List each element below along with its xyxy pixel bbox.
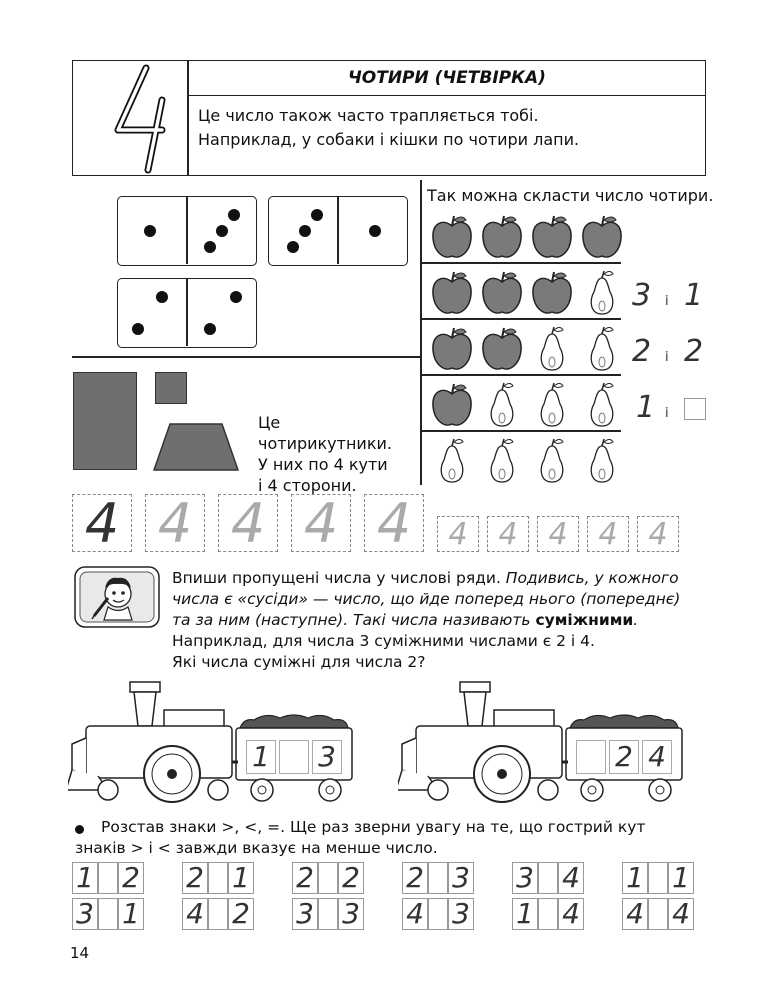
task-line-3-bold: суміжними	[535, 611, 634, 629]
apple-icon	[430, 268, 474, 318]
domino-2	[268, 196, 408, 266]
tracing-cell-large[interactable]	[364, 492, 424, 555]
compare-number: 4	[672, 897, 690, 930]
compare-sign-box[interactable]	[648, 898, 668, 930]
row3-conjunction: і	[665, 350, 669, 365]
compare-number-cell	[118, 862, 144, 894]
intro-line-2: Наприклад, у собаки і кішки по чотири лапи.	[198, 130, 580, 149]
pear-icon	[530, 436, 574, 486]
compare-instructions	[75, 817, 721, 859]
tracing-digit: 4	[84, 492, 120, 555]
compare-number-cell	[118, 898, 144, 930]
compare-number: 4	[626, 897, 644, 930]
domino-dot	[311, 209, 323, 221]
pear-icon	[580, 324, 624, 374]
compare-number-cell	[622, 862, 648, 894]
compare-number-cell	[558, 862, 584, 894]
domino-dot	[216, 225, 228, 237]
compare-number-cell	[228, 862, 254, 894]
compare-number: 1	[516, 897, 534, 930]
row4-conjunction: і	[665, 406, 669, 421]
tracing-cell-large[interactable]	[291, 492, 351, 555]
section-divider-horizontal	[72, 356, 420, 358]
tracing-digit: 4	[548, 517, 568, 552]
apple-icon	[480, 324, 524, 374]
apple-icon	[480, 212, 524, 262]
tracing-digit: 4	[598, 517, 618, 552]
train-number: 4	[648, 740, 666, 773]
task-line-2: числа є «сусіди» — число, що йде поперед нього (попереднє)	[172, 590, 681, 608]
compare-sign-box[interactable]	[428, 862, 448, 894]
compare-sign-box[interactable]	[648, 862, 668, 894]
compare-number: 4	[562, 897, 580, 930]
row2-conjunction: і	[665, 294, 669, 309]
tracing-cell-small[interactable]	[537, 516, 579, 552]
section-divider-vertical	[420, 180, 422, 485]
train-number-cell	[312, 740, 342, 774]
compare-sign-box[interactable]	[538, 862, 558, 894]
compare-sign-box[interactable]	[98, 898, 118, 930]
domino-dot	[228, 209, 240, 221]
compare-number: 3	[452, 861, 470, 894]
domino-dot	[156, 291, 168, 303]
compare-number: 2	[296, 861, 314, 894]
train-number-cell	[609, 740, 639, 774]
compare-number-cell	[448, 898, 474, 930]
task-text	[172, 568, 712, 673]
compare-number-cell	[72, 862, 98, 894]
compare-number-cell	[512, 862, 538, 894]
tracing-digit: 4	[303, 492, 339, 555]
task-line-1-plain: Впиши пропущені числа у числові ряди.	[172, 569, 506, 587]
task-line-1-italic: Подивись, у кожного	[505, 569, 679, 587]
shapes-description	[258, 412, 418, 496]
train-number: 1	[252, 740, 270, 773]
apple-icon	[430, 380, 474, 430]
domino-dot	[132, 323, 144, 335]
row2-number-a: 3	[632, 278, 652, 313]
compare-number: 3	[342, 897, 360, 930]
domino-dot	[204, 241, 216, 253]
compare-number-cell	[402, 862, 428, 894]
compare-number: 3	[452, 897, 470, 930]
pear-icon	[580, 268, 624, 318]
compare-number: 2	[122, 861, 140, 894]
pear-icon	[530, 380, 574, 430]
composition-title: Так можна скласти число чотири.	[427, 186, 714, 205]
domino-1	[117, 196, 257, 266]
tracing-cell-small[interactable]	[487, 516, 529, 552]
tracing-cell-large[interactable]	[218, 492, 278, 555]
apple-icon	[430, 212, 474, 262]
compare-number-cell	[182, 898, 208, 930]
rectangle-shape	[73, 372, 137, 470]
train-number-cell	[642, 740, 672, 774]
task-line-5: Які числа суміжні для числа 2?	[172, 653, 426, 671]
row-divider	[421, 318, 621, 320]
tracing-digit: 4	[648, 517, 668, 552]
task-line-1	[172, 568, 712, 589]
domino-dot	[287, 241, 299, 253]
compare-number-cell	[402, 898, 428, 930]
pear-icon	[430, 436, 474, 486]
compare-number-cell	[558, 898, 584, 930]
compare-sign-box[interactable]	[318, 862, 338, 894]
apple-icon	[530, 212, 574, 262]
row3-number-a: 2	[632, 334, 652, 369]
compare-sign-box[interactable]	[428, 898, 448, 930]
train-number-cell[interactable]	[576, 740, 606, 774]
tracing-digit: 4	[157, 492, 193, 555]
compare-number-cell	[668, 862, 694, 894]
shapes-text-line-1: Це чотирикутники.	[258, 413, 392, 453]
compare-number-cell	[292, 898, 318, 930]
compare-number: 3	[76, 897, 94, 930]
compare-number: 1	[626, 861, 644, 894]
tracing-cell-large[interactable]	[145, 492, 205, 555]
compare-number-cell	[448, 862, 474, 894]
task-line-4: Наприклад, для числа 3 суміжними числами є 2 і 4.	[172, 632, 595, 650]
pear-icon	[530, 324, 574, 374]
tracing-cell-large[interactable]	[72, 492, 132, 555]
domino-dot	[144, 225, 156, 237]
tracing-cell-small[interactable]	[587, 516, 629, 552]
apple-icon	[530, 268, 574, 318]
compare-number: 4	[406, 897, 424, 930]
row-divider	[421, 374, 621, 376]
bullet	[75, 825, 84, 834]
task-line-3-end: .	[633, 611, 639, 629]
compare-number: 2	[406, 861, 424, 894]
domino-dot	[230, 291, 242, 303]
train-number: 3	[318, 740, 336, 773]
compare-number-cell	[338, 898, 364, 930]
row-divider	[421, 430, 621, 432]
compare-number-cell	[512, 898, 538, 930]
row-divider	[421, 262, 621, 264]
compare-number-cell	[72, 898, 98, 930]
tracing-digit: 4	[230, 492, 266, 555]
pear-icon	[480, 436, 524, 486]
compare-number: 3	[296, 897, 314, 930]
page-title: ЧОТИРИ (ЧЕТВІРКА)	[188, 60, 706, 96]
compare-sign-box[interactable]	[208, 898, 228, 930]
domino-dot	[299, 225, 311, 237]
compare-sign-box[interactable]	[318, 898, 338, 930]
tracing-digit: 4	[376, 492, 412, 555]
pear-icon	[580, 380, 624, 430]
domino-3	[117, 278, 257, 348]
pear-icon	[480, 380, 524, 430]
shapes-text-line-2: У них по 4 кути	[258, 455, 388, 474]
compare-number: 2	[342, 861, 360, 894]
domino-dot	[204, 323, 216, 335]
compare-number-cell	[622, 898, 648, 930]
train-number-cell[interactable]	[279, 740, 309, 774]
apple-icon	[430, 324, 474, 374]
tracing-cell-small[interactable]	[437, 516, 479, 552]
tracing-digit: 4	[448, 517, 468, 552]
compare-number: 3	[516, 861, 534, 894]
intro-line-1: Це число також часто трапляється тобі.	[198, 106, 539, 125]
compare-number-cell	[182, 862, 208, 894]
train-number: 2	[615, 740, 633, 773]
compare-sign-box[interactable]	[98, 862, 118, 894]
compare-number: 4	[562, 861, 580, 894]
task-line-3	[172, 610, 712, 631]
compare-text-1: Розстав знаки >, <, =. Ще раз зверни увагу на те, що гострий кут	[101, 818, 646, 836]
compare-number: 1	[76, 861, 94, 894]
boy-pencil-icon	[74, 566, 160, 628]
apple-icon	[580, 212, 624, 262]
apple-icon	[480, 268, 524, 318]
square-shape	[155, 372, 187, 404]
page-number: 14	[70, 944, 90, 962]
compare-number-cell	[338, 862, 364, 894]
compare-sign-box[interactable]	[538, 898, 558, 930]
compare-sign-box[interactable]	[208, 862, 228, 894]
domino-dot	[369, 225, 381, 237]
compare-number-cell	[292, 862, 318, 894]
row2-number-b: 1	[684, 278, 704, 313]
compare-number: 1	[232, 861, 250, 894]
compare-number-cell	[668, 898, 694, 930]
row4-answer-box[interactable]	[684, 398, 706, 420]
compare-text-2: знаків > і < завжди вказує на менше число.	[75, 839, 438, 857]
compare-number-cell	[228, 898, 254, 930]
tracing-cell-small[interactable]	[637, 516, 679, 552]
task-line-3-italic: та за ним (наступне). Такі числа називають	[172, 611, 536, 629]
compare-number: 2	[232, 897, 250, 930]
train-number-cell	[246, 740, 276, 774]
trapezoid-shape	[152, 422, 240, 472]
row3-number-b: 2	[684, 334, 704, 369]
compare-number: 1	[122, 897, 140, 930]
compare-number: 4	[186, 897, 204, 930]
pear-icon	[580, 436, 624, 486]
tracing-digit: 4	[498, 517, 518, 552]
intro-text	[198, 104, 698, 152]
shapes-text-line-3: і 4 сторони.	[258, 476, 357, 495]
row4-number-a: 1	[636, 390, 656, 425]
compare-number: 2	[186, 861, 204, 894]
big-digit-four	[100, 62, 186, 174]
compare-number: 1	[672, 861, 690, 894]
